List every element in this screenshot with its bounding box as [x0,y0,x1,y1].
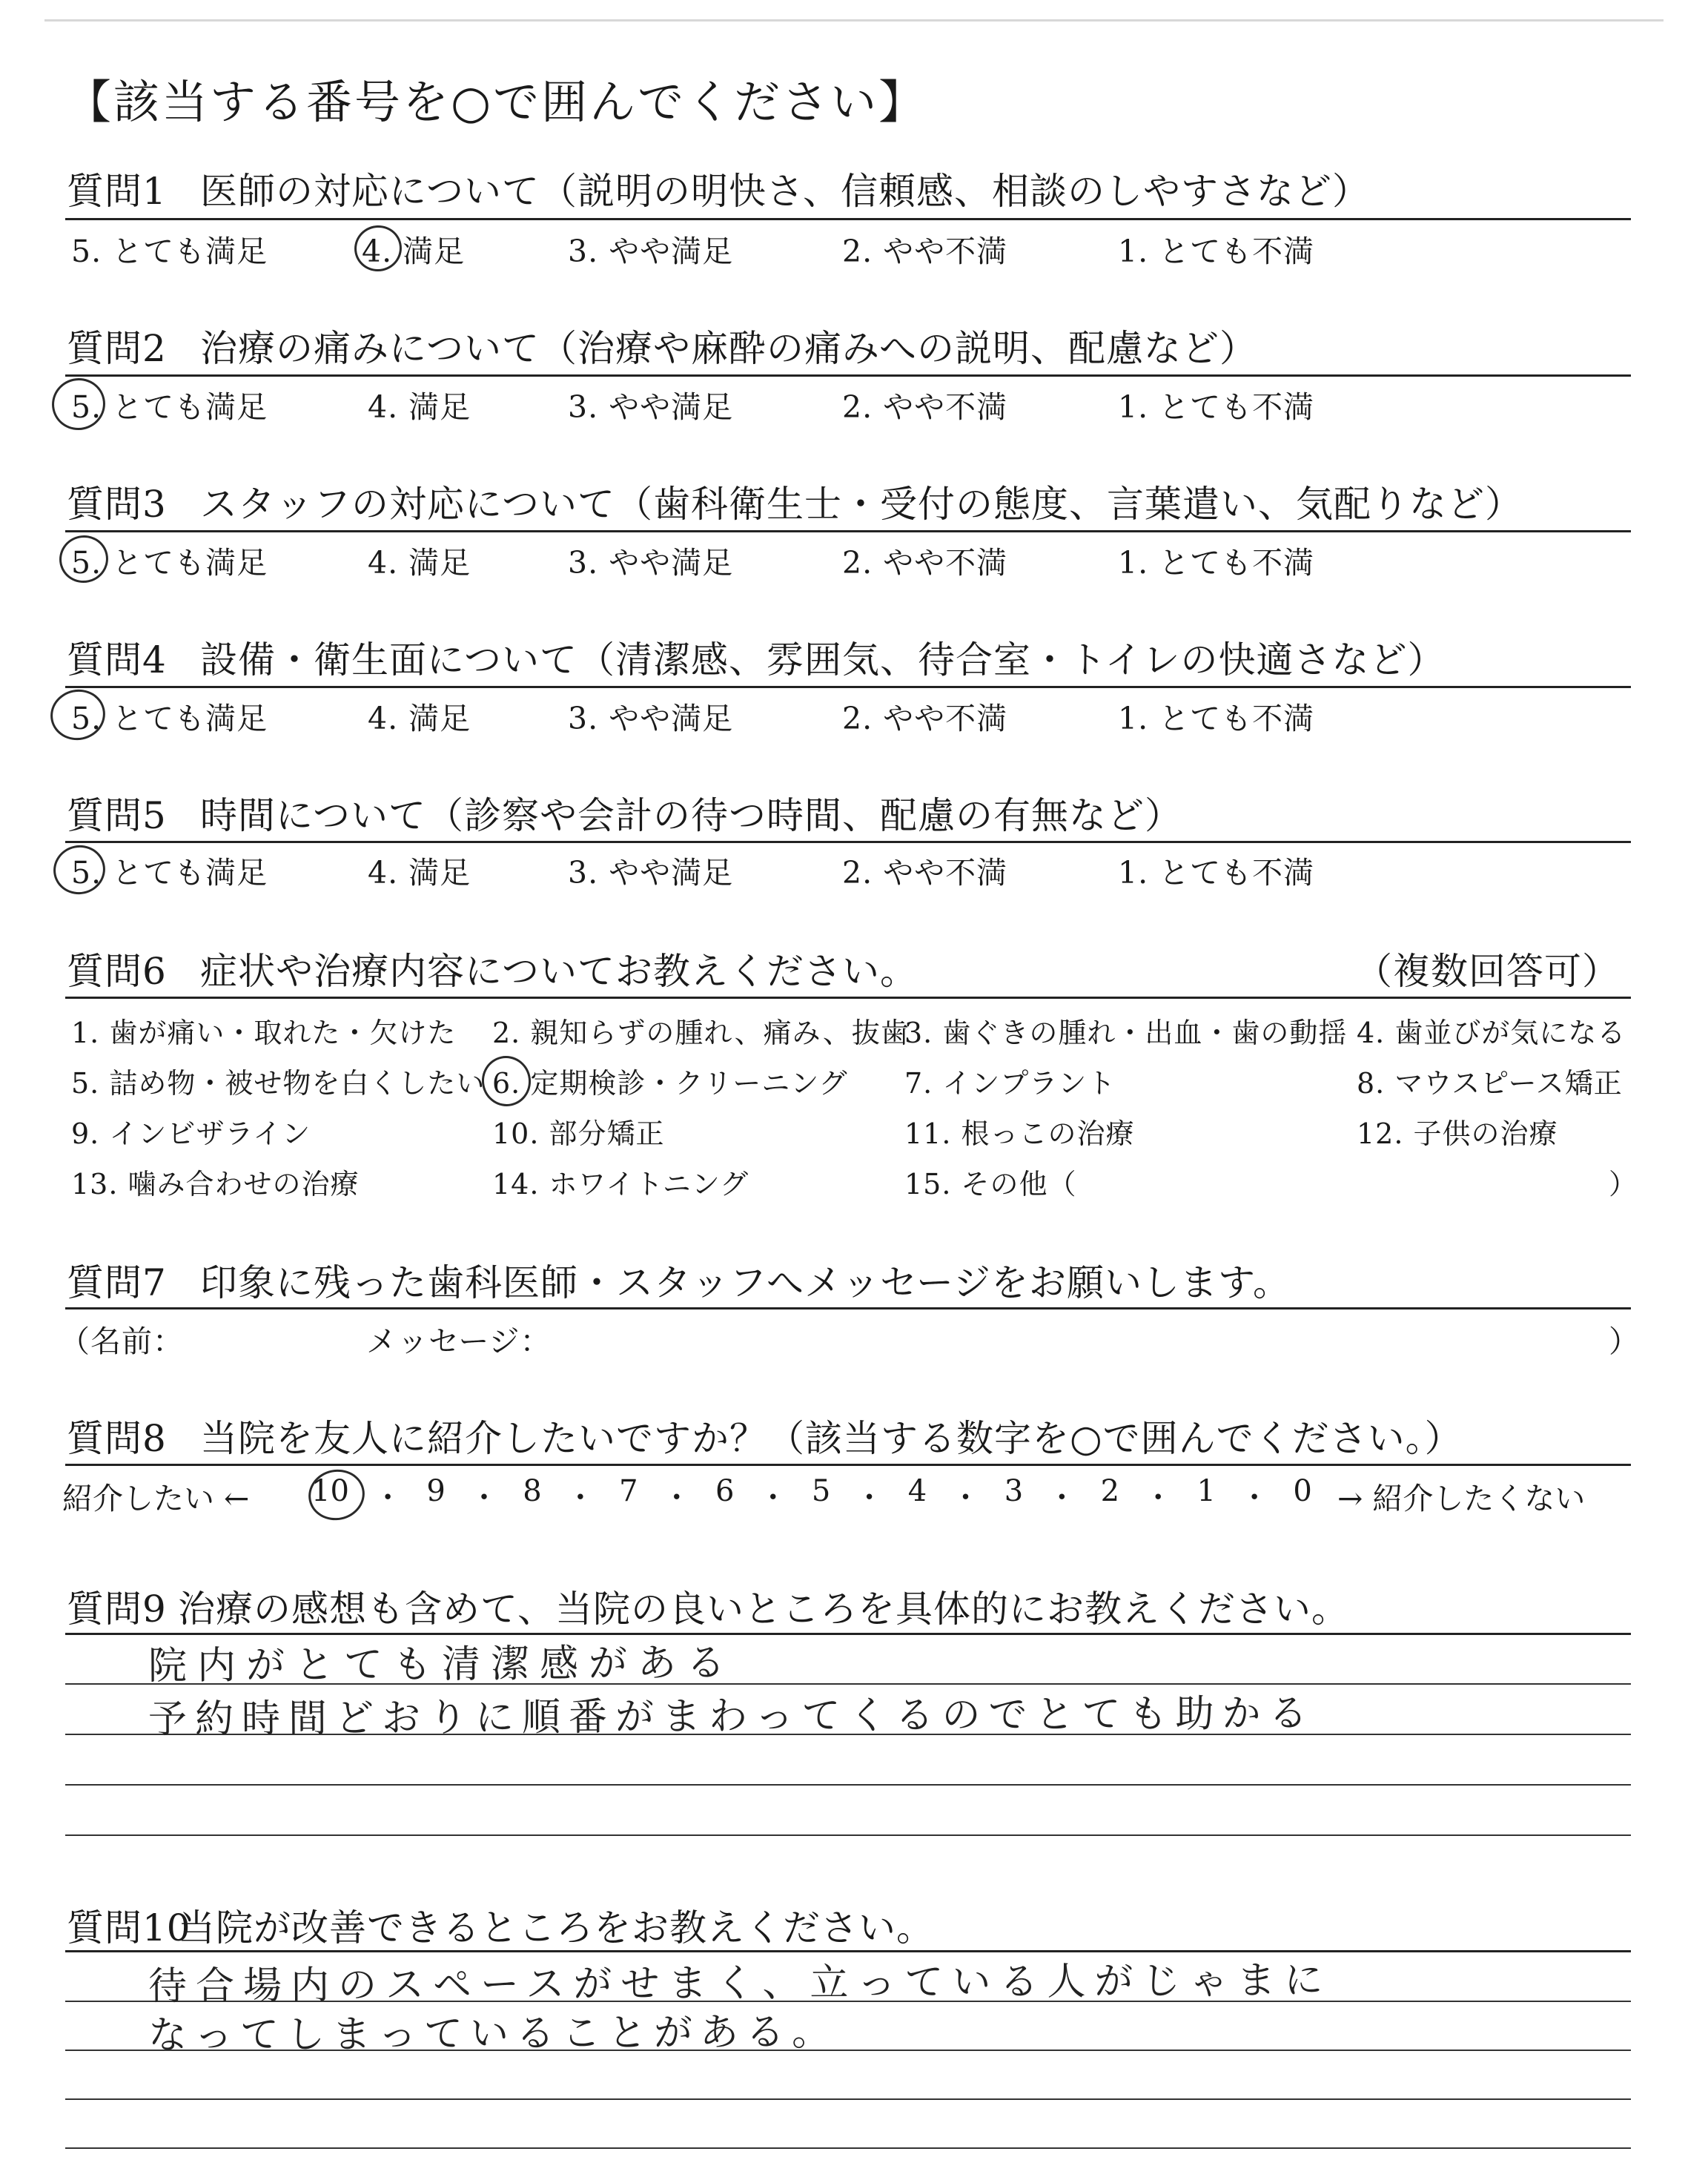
q2-option-4[interactable]: 4. 満足 [368,389,471,425]
question-6-title [67,942,918,995]
q8-scale-5[interactable]: 5 [811,1474,831,1508]
q6-option-8[interactable]: 8. マウスピース矯正 [1357,1067,1623,1100]
question-7-number: 質問7 [67,1261,167,1304]
q6-option-14[interactable]: 14. ホワイトニング [492,1168,749,1200]
q2-option-2[interactable]: 2. やや不満 [842,389,1008,425]
q8-scale-4[interactable]: 4 [907,1474,927,1508]
question-10-number: 質問10 [67,1906,191,1949]
question-3-rule [65,530,1631,532]
q8-scale-dot: ・ [1047,1481,1077,1515]
q8-scale-2[interactable]: 2 [1100,1474,1120,1508]
q1-option-2[interactable]: 2. やや不満 [842,234,1008,269]
question-9-text: 治療の感想も含めて、当院の良いところを具体的にお教えください。 [178,1588,1349,1631]
q6-option-6[interactable]: 6. 定期検診・クリーニング [492,1067,848,1100]
q4-option-3[interactable]: 3. やや満足 [568,701,734,736]
q9-answer-line [65,1784,1631,1786]
q8-scale-dot: ・ [758,1481,788,1515]
q3-option-1[interactable]: 1. とても不満 [1118,545,1315,581]
question-3-number: 質問3 [67,483,167,526]
question-8-title [67,1409,1463,1462]
question-6-number: 質問6 [67,950,167,993]
question-7-title [67,1253,1291,1307]
question-3-title [67,475,1523,528]
q2-option-3[interactable]: 3. やや満足 [568,389,734,425]
question-6-rule [65,997,1631,999]
q6-option-3[interactable]: 3. 歯ぐきの腫れ・出血・歯の動揺 [904,1017,1348,1049]
q2-option-1[interactable]: 1. とても不満 [1118,389,1315,425]
question-10-text: 当院が改善できるところをお教えください。 [178,1906,934,1949]
q3-option-5[interactable]: 5. とても満足 [71,545,268,581]
q8-scale-0[interactable]: 0 [1293,1474,1312,1508]
q8-scale-10[interactable]: 10 [311,1474,349,1508]
question-1-text: 医師の対応について（説明の明快さ、信頼感、相談のしやすさなど） [200,170,1370,213]
question-2-text: 治療の痛みについて（治療や麻酔の痛みへの説明、配慮など） [200,327,1257,370]
question-9-number: 質問9 [67,1588,167,1631]
question-4-text: 設備・衛生面について（清潔感、雰囲気、待合室・トイレの快適さなど） [200,638,1446,681]
q6-option-12[interactable]: 12. 子供の治療 [1357,1117,1558,1150]
question-7-rule [65,1307,1631,1309]
q8-scale-1[interactable]: 1 [1196,1474,1216,1508]
q4-option-1[interactable]: 1. とても不満 [1118,701,1315,736]
q2-option-5[interactable]: 5. とても満足 [71,389,268,425]
question-5-number: 質問5 [67,794,167,837]
q6-option-15-close: ） [1609,1168,1638,1200]
q4-option-5[interactable]: 5. とても満足 [71,701,268,736]
q6-option-13[interactable]: 13. 噛み合わせの治療 [71,1168,360,1200]
q8-scale-dot: ・ [373,1481,403,1515]
question-9-title [67,1579,1349,1633]
q9-handwritten-answer-2[interactable]: 予約時間どおりに順番がまわってくるのでとても助かる [148,1691,1316,1743]
q1-option-4[interactable]: 4. 満足 [362,234,466,269]
question-7-text: 印象に残った歯科医師・スタッフへメッセージをお願いします。 [200,1261,1291,1304]
question-5-rule [65,841,1631,843]
q6-option-4[interactable]: 4. 歯並びが気になる [1357,1017,1626,1049]
q3-option-4[interactable]: 4. 満足 [368,545,471,581]
q8-left-label: 紹介したい ← [62,1481,250,1516]
q3-option-3[interactable]: 3. やや満足 [568,545,734,581]
q5-option-1[interactable]: 1. とても不満 [1118,855,1315,891]
q8-scale-dot: ・ [469,1481,500,1515]
q6-option-9[interactable]: 9. インビザライン [71,1117,311,1150]
question-1-number: 質問1 [67,170,167,213]
question-3-text: スタッフの対応について（歯科衛生士・受付の態度、言葉遣い、気配りなど） [200,483,1523,526]
q1-option-3[interactable]: 3. やや満足 [568,234,734,269]
question-8-rule [65,1464,1631,1466]
q8-scale-8[interactable]: 8 [523,1474,542,1508]
question-2-number: 質問2 [67,327,167,370]
q8-scale [311,1474,1312,1519]
instruction-heading: 【該当する番号を○で囲んでください】 [65,75,927,129]
question-4-title [67,630,1446,684]
q8-scale-7[interactable]: 7 [619,1474,638,1508]
q6-option-11[interactable]: 11. 根っこの治療 [904,1117,1135,1150]
question-4-rule [65,686,1631,688]
question-5-title [67,786,1182,839]
q5-option-3[interactable]: 3. やや満足 [568,855,734,891]
q8-scale-dot: ・ [661,1481,692,1515]
q4-option-2[interactable]: 2. やや不満 [842,701,1008,736]
question-4-number: 質問4 [67,638,167,681]
q7-name-label: （名前： [59,1324,184,1359]
q5-option-4[interactable]: 4. 満足 [368,855,471,891]
top-edge-line [44,19,1664,22]
q8-scale-dot: ・ [854,1481,884,1515]
q6-option-10[interactable]: 10. 部分矯正 [492,1117,665,1150]
question-10-title [67,1898,934,1952]
q8-scale-dot: ・ [565,1481,595,1515]
q8-scale-9[interactable]: 9 [426,1474,446,1508]
q5-option-2[interactable]: 2. やや不満 [842,855,1008,891]
q10-handwritten-answer-2[interactable]: なってしまっていることがある。 [148,2009,838,2058]
q10-answer-line [65,2098,1631,2100]
question-6-note: （複数回答可） [1355,950,1620,993]
q8-scale-dot: ・ [1239,1481,1270,1515]
q10-answer-line [65,2147,1631,2149]
q7-close-paren: ） [1609,1324,1640,1359]
q4-option-4[interactable]: 4. 満足 [368,701,471,736]
q6-option-1[interactable]: 1. 歯が痛い・取れた・欠けた [71,1017,457,1049]
question-2-title [67,319,1257,372]
q8-scale-6[interactable]: 6 [715,1474,735,1508]
question-8-text: 当院を友人に紹介したいですか？（該当する数字を○で囲んでください。） [200,1417,1463,1460]
question-1-title [67,162,1370,215]
q1-option-1[interactable]: 1. とても不満 [1118,234,1315,269]
q8-right-label: → 紹介したくない [1337,1481,1586,1516]
q8-scale-dot: ・ [950,1481,981,1515]
question-6-text: 症状や治療内容についてお教えください。 [200,950,918,993]
q10-handwritten-answer-1[interactable]: 待合場内のスペースがせまく、立っている人がじゃまに [148,1958,1332,2009]
q1-option-5[interactable]: 5. とても満足 [71,234,268,269]
q6-option-15[interactable]: 15. その他（ [904,1168,1077,1200]
q7-message-label: メッセージ： [366,1324,552,1359]
question-5-text: 時間について（診察や会計の待つ時間、配慮の有無など） [200,794,1182,837]
q6-option-5[interactable]: 5. 詰め物・被せ物を白くしたい [71,1067,486,1100]
question-2-rule [65,374,1631,377]
q5-option-5[interactable]: 5. とても満足 [71,855,268,891]
q6-option-7[interactable]: 7. インプラント [904,1067,1116,1100]
q8-scale-dot: ・ [1143,1481,1174,1515]
q9-answer-line [65,1834,1631,1836]
question-1-rule [65,218,1631,220]
q6-option-2[interactable]: 2. 親知らずの腫れ、痛み、抜歯 [492,1017,910,1049]
q8-scale-3[interactable]: 3 [1004,1474,1024,1508]
question-8-number: 質問8 [67,1417,167,1460]
q9-handwritten-answer-1[interactable]: 院内がとても清潔感がある [148,1640,736,1689]
q3-option-2[interactable]: 2. やや不満 [842,545,1008,581]
